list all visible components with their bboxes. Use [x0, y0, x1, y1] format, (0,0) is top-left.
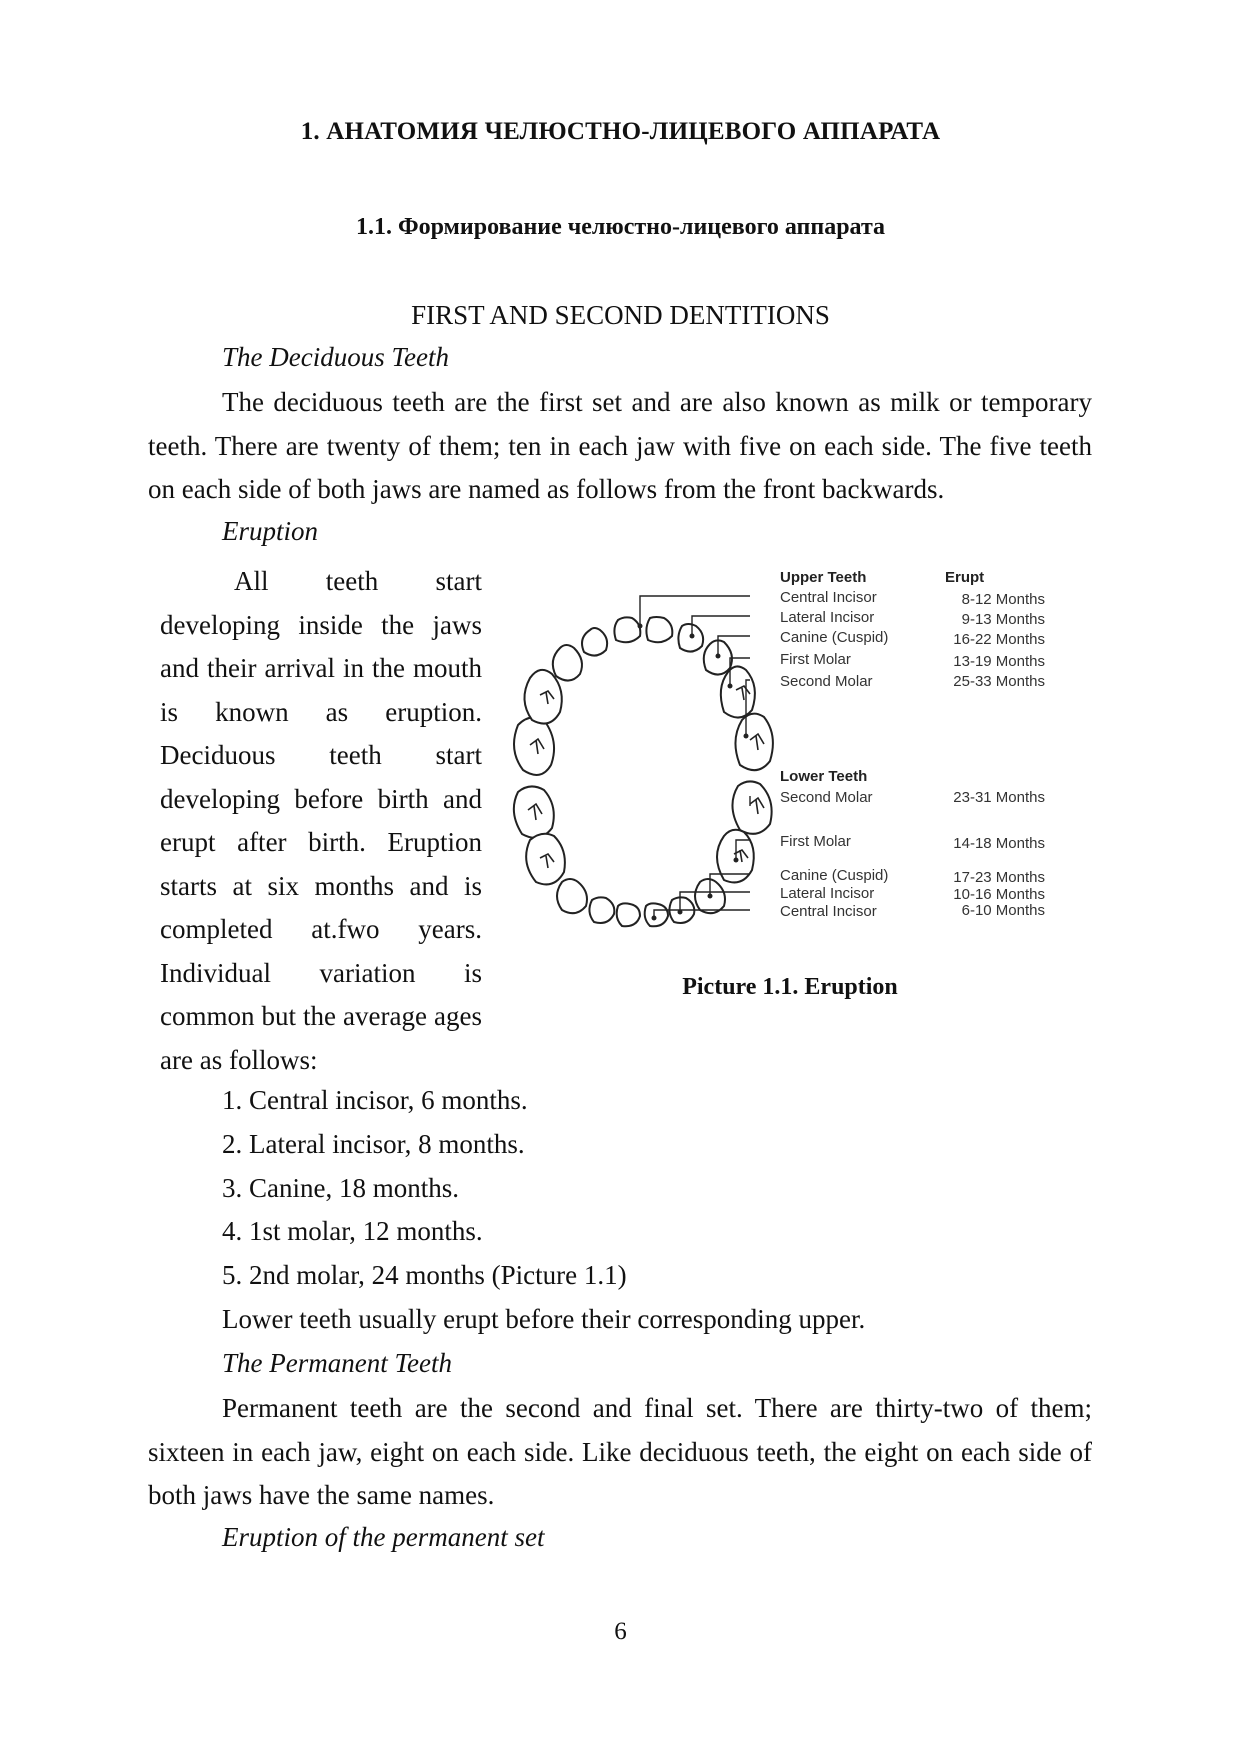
- lower-erupt-1: 23-31 Months: [953, 789, 1045, 806]
- lower-name-3: Canine (Cuspid): [780, 867, 889, 884]
- lower-canine-left: [557, 879, 587, 913]
- lower-molar-left-2: [514, 786, 554, 837]
- lower-erupt-5: 6-10 Months: [961, 902, 1045, 919]
- upper-central-left: [614, 617, 640, 642]
- paragraph-eruption-text: All teeth start developing inside the jaws and their arrival in the mouth is known as eruption. Deciduous teeth start developing before birth and erupt after birth. Eruption starts at six months and is completed at.fwo years. Individual variation is common but the average ages are as follows:: [160, 566, 482, 1075]
- upper-teeth-heading: Upper Teeth: [780, 569, 867, 586]
- upper-name-2: Lateral Incisor: [780, 609, 875, 626]
- upper-molar-right-2: [735, 714, 772, 771]
- upper-central-right: [646, 617, 672, 642]
- upper-canine-left: [553, 645, 582, 681]
- erupt-heading: Erupt: [945, 569, 985, 586]
- upper-molar-left-1: [524, 670, 561, 724]
- upper-name-1: Central Incisor: [780, 589, 877, 606]
- chapter-heading: 1. АНАТОМИЯ ЧЕЛЮСТНО-ЛИЦЕВОГО АППАРАТА: [300, 118, 941, 145]
- upper-lateral-left: [582, 628, 607, 656]
- section-heading: 1.1. Формирование челюстно-лицевого аппарата: [355, 214, 886, 240]
- lower-central-right: [645, 903, 668, 926]
- upper-name-4: First Molar: [780, 651, 851, 668]
- subheading-permanent-eruption: Eruption of the permanent set: [222, 1522, 545, 1552]
- upper-erupt-2: 9-13 Months: [961, 611, 1045, 628]
- paragraph-lower-teeth: Lower teeth usually erupt before their corresponding upper.: [222, 1304, 866, 1334]
- lower-teeth-heading: Lower Teeth: [780, 768, 868, 785]
- upper-erupt-1: 8-12 Months: [961, 591, 1045, 608]
- list-item-5: 5. 2nd molar, 24 months (Picture 1.1): [222, 1260, 627, 1290]
- lower-central-left: [617, 903, 640, 926]
- figure-caption: Picture 1.1. Eruption: [682, 974, 898, 1000]
- lower-erupt-3: 17-23 Months: [953, 869, 1045, 886]
- upper-name-5: Second Molar: [780, 673, 873, 690]
- list-item-2: 2. Lateral incisor, 8 months.: [222, 1129, 525, 1159]
- upper-molar-right-1: [721, 666, 755, 717]
- upper-erupt-5: 25-33 Months: [953, 673, 1045, 690]
- lower-name-1: Second Molar: [780, 789, 873, 806]
- subheading-eruption: Eruption: [222, 516, 319, 546]
- page-number: 6: [614, 1618, 627, 1645]
- eruption-diagram: [500, 560, 1060, 980]
- upper-erupt-4: 13-19 Months: [953, 653, 1045, 670]
- lower-name-2: First Molar: [780, 833, 851, 850]
- lower-molar-right-2: [732, 781, 771, 833]
- upper-erupt-3: 16-22 Months: [953, 631, 1045, 648]
- paragraph-deciduous: The deciduous teeth are the first set and are also known as milk or temporary teeth. There are twenty of them; ten in each jaw with five on each side. The five teeth on each side of both jaws are named as follows from the front backwards.: [148, 387, 1092, 504]
- upper-molar-left-2: [514, 717, 554, 775]
- list-item-1: 1. Central incisor, 6 months.: [222, 1085, 528, 1115]
- upper-name-3: Canine (Cuspid): [780, 629, 889, 646]
- paragraph-eruption: [160, 560, 482, 1082]
- lower-erupt-4: 10-16 Months: [953, 886, 1045, 903]
- lower-molar-left-1: [526, 834, 565, 885]
- list-item-4: 4. 1st molar, 12 months.: [222, 1216, 483, 1246]
- lower-erupt-2: 14-18 Months: [953, 835, 1045, 852]
- list-item-3: 3. Canine, 18 months.: [222, 1173, 459, 1203]
- lower-lateral-left: [589, 897, 614, 923]
- subheading-permanent: The Permanent Teeth: [222, 1348, 452, 1378]
- subheading-deciduous: The Deciduous Teeth: [222, 342, 449, 372]
- paragraph-permanent: Permanent teeth are the second and final set. There are thirty-two of them; sixteen in each jaw, eight on each side. Like deciduous teeth, the eight on each side of both jaws have the same names.: [148, 1393, 1092, 1510]
- lower-name-4: Lateral Incisor: [780, 885, 875, 902]
- topic-heading: FIRST AND SECOND DENTITIONS: [411, 300, 830, 330]
- lower-name-5: Central Incisor: [780, 903, 877, 920]
